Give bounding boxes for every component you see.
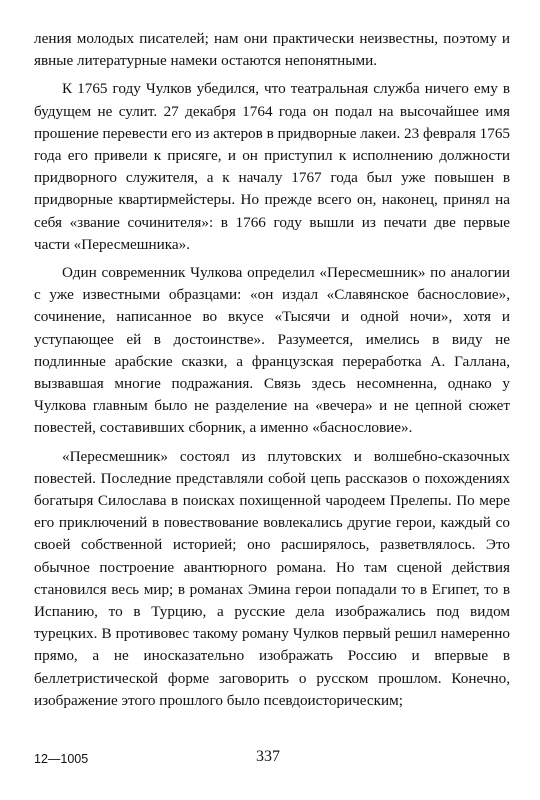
body-text — [34, 28, 510, 718]
paragraph-2: К 1765 году Чулков убедился, что театральная служба ничего ему в будущем не сулит. 27 декабря 1764 года он подал на высочайшее имя прошение перевести его из актеров в придворные лакеи. 23 февраля 1765 года его привели к присяге, и он приступил к исполнению должности придворного служителя, а к началу 1767 года был уже повышен в придворные квартирмейстеры. Но прежде всего он, наконец, принял на себя «звание сочинителя»: в 1766 году вышли из печати две первые части «Пересмешника». — [34, 80, 511, 253]
paragraph-3: Один современник Чулкова определил «Пересмешник» по аналогии с уже известными образцами: «он издал «Славянское баснословие», сочинение, написанное во вкусе «Тысячи и одной ночи», хотя и уступающее ей в достоинстве». Разумеется, имелись в виду не подлинные арабские сказки, а французская переработка А. Галлана, вызвавшая многие подражания. Связь здесь несомненна, однако у Чулкова главным было не разделение на «вечера» и не цепной сюжет повестей, составивших сборник, а именно «баснословие». — [34, 264, 510, 437]
printer-signature: 12—1005 — [34, 752, 89, 766]
page-number: 337 — [256, 748, 280, 765]
paragraph-4: «Пересмешник» состоял из плутовских и волшебно-сказочных повестей. Последние представляли собой цепь рассказов о похождениях богатыря Силослава в поисках похищенной чародеем Прелепы. По мере его приключений в повествование вовлекались другие герои, каждый со своей собственной историей; оно расширялось, разветвлялось. Это обычное построение авантюрного романа. Но там сценой действия становился весь мир; в романах Эмина герои попадали то в Египет, то в Испанию, то в Турцию, а русские дела изображались под видом турецких. В противовес такому роману Чулков первый решил намеренно прямо, а не иносказательно изображать Россию и впервые в беллетристической форме заговорить о русском прошлом. Конечно, изображение этого прошлого было псевдоисторическим; — [34, 447, 510, 709]
paragraph-1: ления молодых писателей; нам они практически неизвестны, поэтому и явные литературные намеки остаются непонятными. — [34, 30, 510, 70]
page-footer — [34, 748, 510, 772]
